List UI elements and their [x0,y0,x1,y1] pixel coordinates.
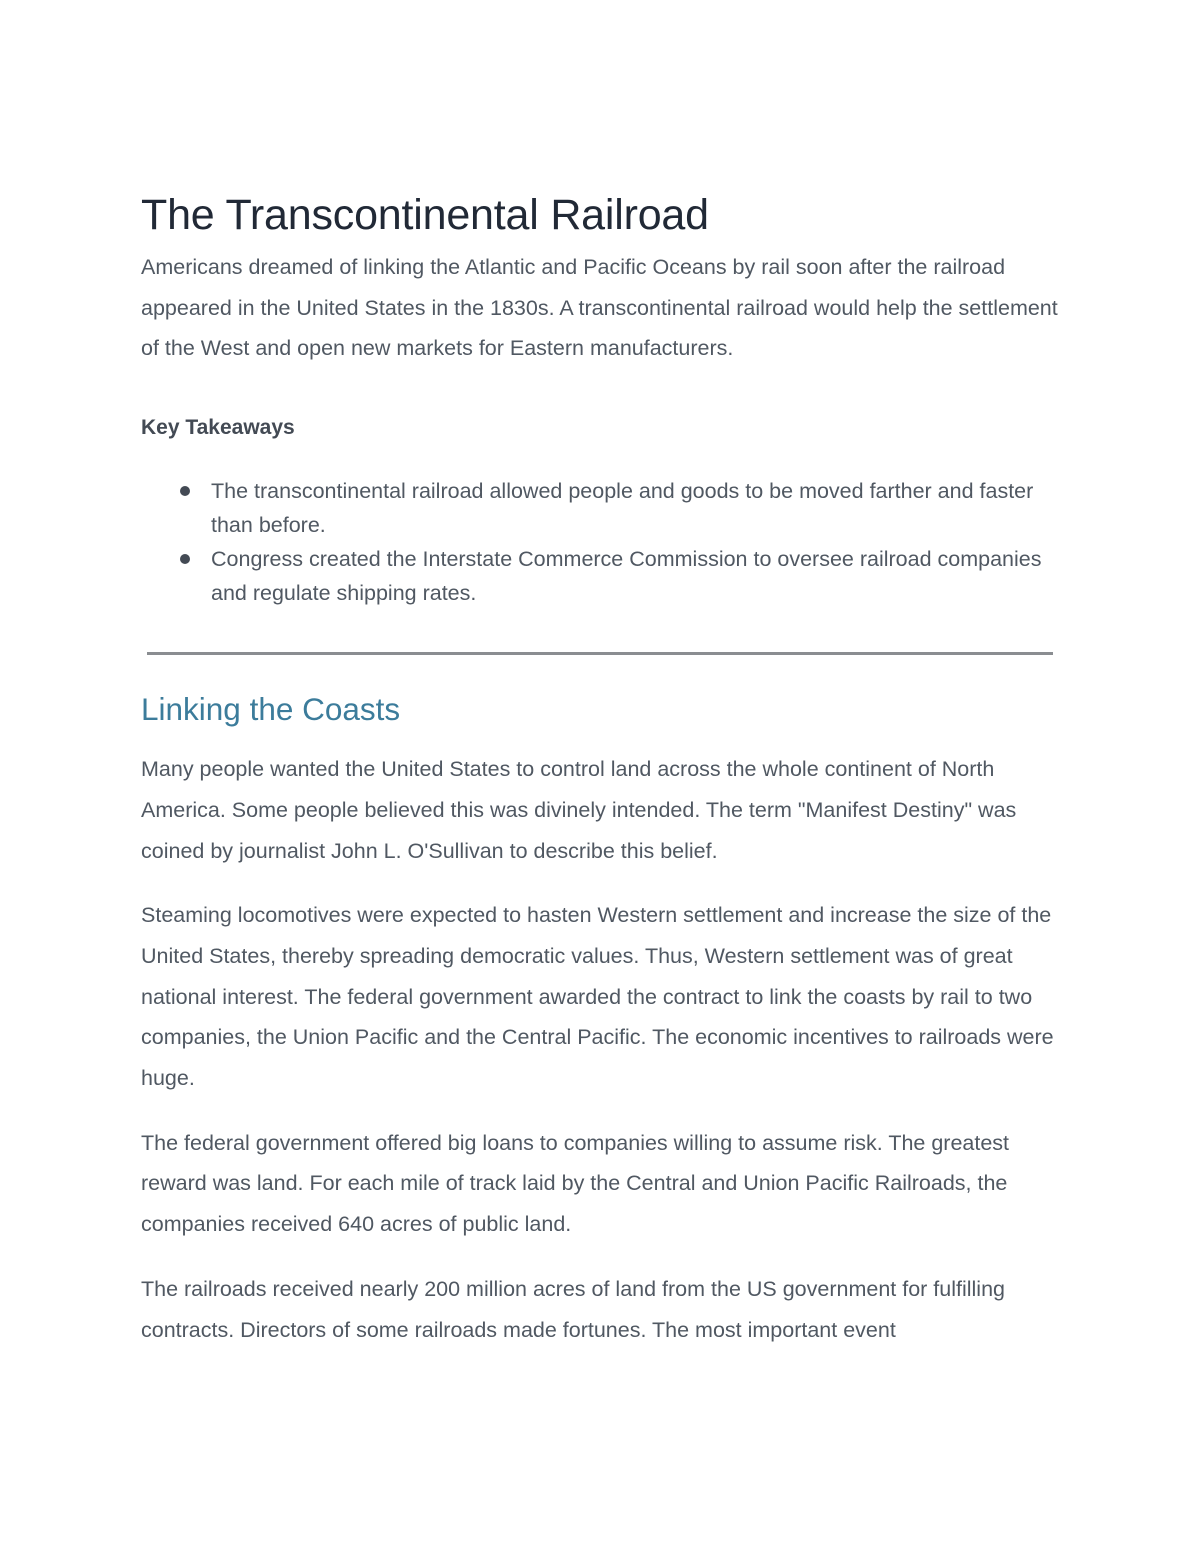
takeaway-text: The transcontinental railroad allowed people and goods to be moved farther and faster than before. [211,479,1034,538]
document-page [141,190,1061,1350]
section-paragraph: Many people wanted the United States to control land across the whole continent of North America. Some people believed this was divinely intended. The term "Manifest Destiny" was coined by journalist John L. O'Sullivan to describe this belief. [141,757,1017,863]
page-title: The Transcontinental Railroad [141,191,709,239]
section-divider [147,652,1053,655]
list-item [141,542,1061,610]
section-paragraph: Steaming locomotives were expected to hasten Western settlement and increase the size of the United States, thereby spreading democratic values. Thus, Western settlement was of great national interest. The federal government awarded the contract to link the coasts by rail to two companies, the Union Pacific and the Central Pacific. The economic incentives to railroads were huge. [141,903,1054,1091]
section-paragraph: The federal government offered big loans to companies willing to assume risk. The greatest reward was land. For each mile of track laid by the Central and Union Pacific Railroads, the companies received 640 acres of public land. [141,1130,1010,1237]
list-item [141,474,1061,542]
section-paragraph: The railroads received nearly 200 million acres of land from the US government for fulfilling contracts. Directors of some railroads made fortunes. The most important event [141,1276,1005,1342]
bullet-icon [180,486,190,496]
bullet-icon [180,554,190,564]
takeaway-text: Congress created the Interstate Commerce Commission to oversee railroad companies and regulate shipping rates. [211,547,1042,606]
key-takeaways-heading: Key Takeaways [141,416,295,440]
intro-paragraph: Americans dreamed of linking the Atlantic and Pacific Oceans by rail soon after the railroad appeared in the United States in the 1830s. A transcontinental railroad would help the settlement of the West and open new markets for Eastern manufacturers. [141,255,1058,361]
key-takeaways-list [141,474,1061,610]
section-heading: Linking the Coasts [141,691,401,728]
